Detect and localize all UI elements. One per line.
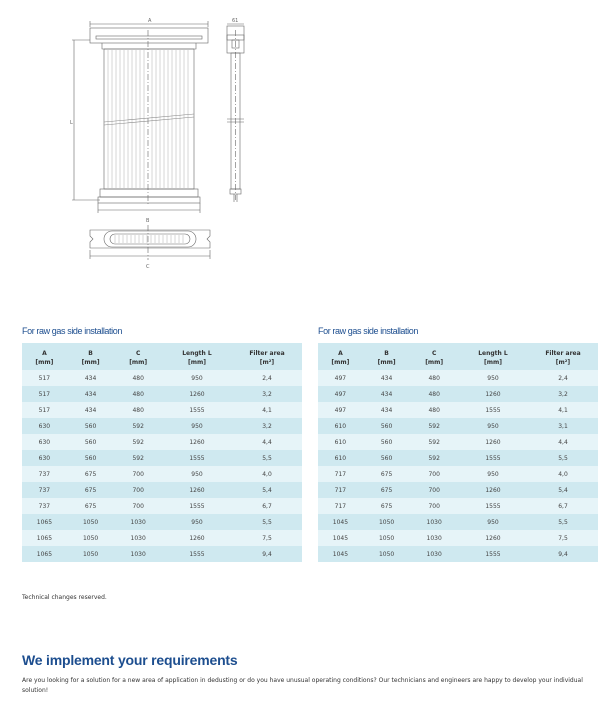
table-cell: 480: [410, 370, 458, 386]
table-title: For raw gas side installation: [22, 326, 122, 336]
header-a: [22, 343, 67, 370]
table-cell: 5,5: [232, 450, 302, 466]
table-cell: 1260: [162, 530, 232, 546]
table-row: [22, 546, 302, 562]
table-cell: 3,2: [232, 418, 302, 434]
table-row: [22, 386, 302, 402]
table-cell: 1050: [363, 546, 411, 562]
header-unit: [mm]: [129, 358, 148, 366]
dim-label-c: C: [146, 264, 150, 270]
table-cell: 1065: [22, 530, 67, 546]
table-cell: 1030: [114, 514, 162, 530]
table-cell: 1030: [410, 530, 458, 546]
table-header-row: [22, 343, 302, 370]
table-cell: 7,5: [528, 530, 598, 546]
table-cell: 1045: [318, 530, 363, 546]
table-cell: 517: [22, 402, 67, 418]
table-cell: 1030: [410, 546, 458, 562]
table-row: [318, 434, 598, 450]
table-cell: 1050: [363, 530, 411, 546]
table-cell: 560: [363, 450, 411, 466]
table-row: [318, 466, 598, 482]
table-cell: 517: [22, 386, 67, 402]
table-cell: 560: [67, 434, 115, 450]
table-cell: 434: [363, 386, 411, 402]
table-cell: 3,2: [232, 386, 302, 402]
header-name: A: [42, 349, 47, 357]
table-cell: 560: [67, 418, 115, 434]
table-cell: 737: [22, 482, 67, 498]
section-text: Are you looking for a solution for a new area of application in dedusting or do you have unusual operating conditions? Our technicians and engineers are happy to develop your individual solution!: [22, 677, 583, 694]
table-cell: 1555: [458, 498, 528, 514]
table-cell: 1050: [67, 546, 115, 562]
table-row: [318, 386, 598, 402]
dim-label-l: L: [70, 120, 73, 126]
table-cell: 5,5: [528, 514, 598, 530]
table-cell: 610: [318, 418, 363, 434]
table-row: [318, 530, 598, 546]
header-name: A: [338, 349, 343, 357]
table-row: [318, 402, 598, 418]
table-cell: 6,7: [528, 498, 598, 514]
table-cell: 497: [318, 386, 363, 402]
table-cell: 610: [318, 434, 363, 450]
table-cell: 700: [410, 482, 458, 498]
dimension-table-left: [22, 326, 302, 562]
table-cell: 675: [67, 482, 115, 498]
table-cell: 5,4: [528, 482, 598, 498]
table-cell: 1050: [363, 514, 411, 530]
table-cell: 560: [363, 434, 411, 450]
table-cell: 592: [410, 418, 458, 434]
table-cell: 592: [114, 434, 162, 450]
table-cell: 1260: [458, 530, 528, 546]
table-cell: 480: [114, 402, 162, 418]
table-cell: 434: [363, 370, 411, 386]
table-cell: 1555: [162, 402, 232, 418]
table-body: [318, 370, 598, 562]
table-row: [318, 514, 598, 530]
table-cell: 950: [162, 514, 232, 530]
table-body: [22, 370, 302, 562]
table-title: For raw gas side installation: [318, 326, 418, 336]
dim-label-b: B: [146, 218, 150, 224]
table-row: [318, 418, 598, 434]
header-length: [162, 343, 232, 370]
table-cell: 630: [22, 450, 67, 466]
table-row: [22, 418, 302, 434]
table-cell: 675: [67, 498, 115, 514]
header-a: [318, 343, 363, 370]
table-row: [22, 514, 302, 530]
header-unit: [m²]: [555, 358, 571, 366]
table-cell: 434: [67, 402, 115, 418]
table-cell: 1260: [458, 434, 528, 450]
table-cell: 950: [458, 466, 528, 482]
table-cell: 1050: [67, 530, 115, 546]
table-cell: 9,4: [528, 546, 598, 562]
table-row: [318, 450, 598, 466]
table-cell: 4,4: [528, 434, 598, 450]
table-cell: 1030: [114, 530, 162, 546]
table-cell: 1260: [162, 434, 232, 450]
table-row: [22, 450, 302, 466]
table-cell: 3,2: [528, 386, 598, 402]
header-unit: [mm]: [81, 358, 100, 366]
table-cell: 5,5: [232, 514, 302, 530]
table-row: [22, 482, 302, 498]
table-cell: 1555: [162, 450, 232, 466]
header-unit: [mm]: [483, 358, 502, 366]
table-cell: 497: [318, 370, 363, 386]
table-cell: 4,0: [528, 466, 598, 482]
dimension-table: [22, 343, 302, 562]
table-cell: 717: [318, 482, 363, 498]
table-cell: 517: [22, 370, 67, 386]
table-cell: 1045: [318, 546, 363, 562]
table-cell: 592: [410, 450, 458, 466]
table-cell: 950: [162, 466, 232, 482]
table-row: [318, 546, 598, 562]
table-cell: 630: [22, 434, 67, 450]
table-cell: 480: [410, 386, 458, 402]
table-row: [318, 370, 598, 386]
table-cell: 434: [67, 386, 115, 402]
table-cell: 3,1: [528, 418, 598, 434]
table-cell: 4,1: [528, 402, 598, 418]
table-cell: 717: [318, 466, 363, 482]
table-row: [22, 530, 302, 546]
table-cell: 950: [458, 418, 528, 434]
table-cell: 434: [67, 370, 115, 386]
table-cell: 560: [363, 418, 411, 434]
table-cell: 4,1: [232, 402, 302, 418]
table-cell: 950: [458, 514, 528, 530]
section-heading: We implement your requirements: [22, 652, 238, 668]
table-cell: 675: [363, 482, 411, 498]
filter-technical-drawing: [60, 10, 280, 270]
table-cell: 737: [22, 466, 67, 482]
table-cell: 1555: [458, 450, 528, 466]
dim-label-side: 61: [232, 18, 239, 24]
table-cell: 1555: [162, 546, 232, 562]
header-name: C: [431, 349, 437, 357]
table-cell: 1260: [162, 482, 232, 498]
table-row: [22, 498, 302, 514]
table-cell: 1065: [22, 514, 67, 530]
table-cell: 610: [318, 450, 363, 466]
table-cell: 480: [114, 386, 162, 402]
technical-changes-note: Technical changes reserved.: [22, 594, 107, 601]
table-cell: 950: [162, 370, 232, 386]
table-cell: 592: [114, 418, 162, 434]
table-cell: 5,4: [232, 482, 302, 498]
table-cell: 700: [410, 498, 458, 514]
table-cell: 1260: [458, 482, 528, 498]
table-cell: 700: [114, 482, 162, 498]
table-cell: 560: [67, 450, 115, 466]
header-unit: [mm]: [331, 358, 350, 366]
header-length: [458, 343, 528, 370]
table-row: [22, 370, 302, 386]
table-cell: 1555: [458, 402, 528, 418]
side-view: [227, 18, 244, 202]
header-unit: [mm]: [377, 358, 396, 366]
table-cell: 700: [114, 466, 162, 482]
header-unit: [mm]: [187, 358, 206, 366]
header-name: B: [384, 349, 389, 357]
table-cell: 1555: [458, 546, 528, 562]
table-cell: 1030: [410, 514, 458, 530]
header-filter-area: [528, 343, 598, 370]
header-name: C: [135, 349, 141, 357]
header-unit: [m²]: [259, 358, 275, 366]
table-cell: 1050: [67, 514, 115, 530]
table-cell: 675: [363, 466, 411, 482]
table-row: [22, 466, 302, 482]
top-view: [90, 225, 210, 270]
table-cell: 2,4: [232, 370, 302, 386]
table-cell: 497: [318, 402, 363, 418]
table-cell: 6,7: [232, 498, 302, 514]
header-name: B: [88, 349, 93, 357]
table-cell: 1260: [162, 386, 232, 402]
header-b: [67, 343, 115, 370]
header-name: Length L: [478, 349, 508, 357]
table-cell: 700: [410, 466, 458, 482]
table-cell: 700: [114, 498, 162, 514]
header-name: Length L: [182, 349, 212, 357]
table-cell: 1045: [318, 514, 363, 530]
table-cell: 1555: [162, 498, 232, 514]
table-cell: 4,0: [232, 466, 302, 482]
header-c: [410, 343, 458, 370]
header-b: [363, 343, 411, 370]
table-cell: 4,4: [232, 434, 302, 450]
table-row: [318, 482, 598, 498]
table-cell: 592: [114, 450, 162, 466]
header-c: [114, 343, 162, 370]
dim-label-a: A: [148, 18, 152, 24]
table-cell: 737: [22, 498, 67, 514]
header-unit: [mm]: [35, 358, 54, 366]
header-name: Filter area: [545, 349, 581, 357]
table-cell: 434: [363, 402, 411, 418]
dimension-table-right: [318, 326, 598, 562]
table-row: [22, 434, 302, 450]
table-cell: 7,5: [232, 530, 302, 546]
header-name: Filter area: [249, 349, 285, 357]
table-header-row: [318, 343, 598, 370]
table-cell: 2,4: [528, 370, 598, 386]
front-view: [70, 18, 208, 224]
table-cell: 1260: [458, 386, 528, 402]
table-cell: 592: [410, 434, 458, 450]
table-cell: 5,5: [528, 450, 598, 466]
header-unit: [mm]: [425, 358, 444, 366]
table-row: [22, 402, 302, 418]
table-cell: 950: [162, 418, 232, 434]
table-cell: 675: [67, 466, 115, 482]
header-filter-area: [232, 343, 302, 370]
table-cell: 1030: [114, 546, 162, 562]
table-row: [318, 498, 598, 514]
table-cell: 480: [114, 370, 162, 386]
table-cell: 950: [458, 370, 528, 386]
table-cell: 675: [363, 498, 411, 514]
dimension-table: [318, 343, 598, 562]
table-cell: 9,4: [232, 546, 302, 562]
table-cell: 717: [318, 498, 363, 514]
table-cell: 630: [22, 418, 67, 434]
table-cell: 480: [410, 402, 458, 418]
table-cell: 1065: [22, 546, 67, 562]
